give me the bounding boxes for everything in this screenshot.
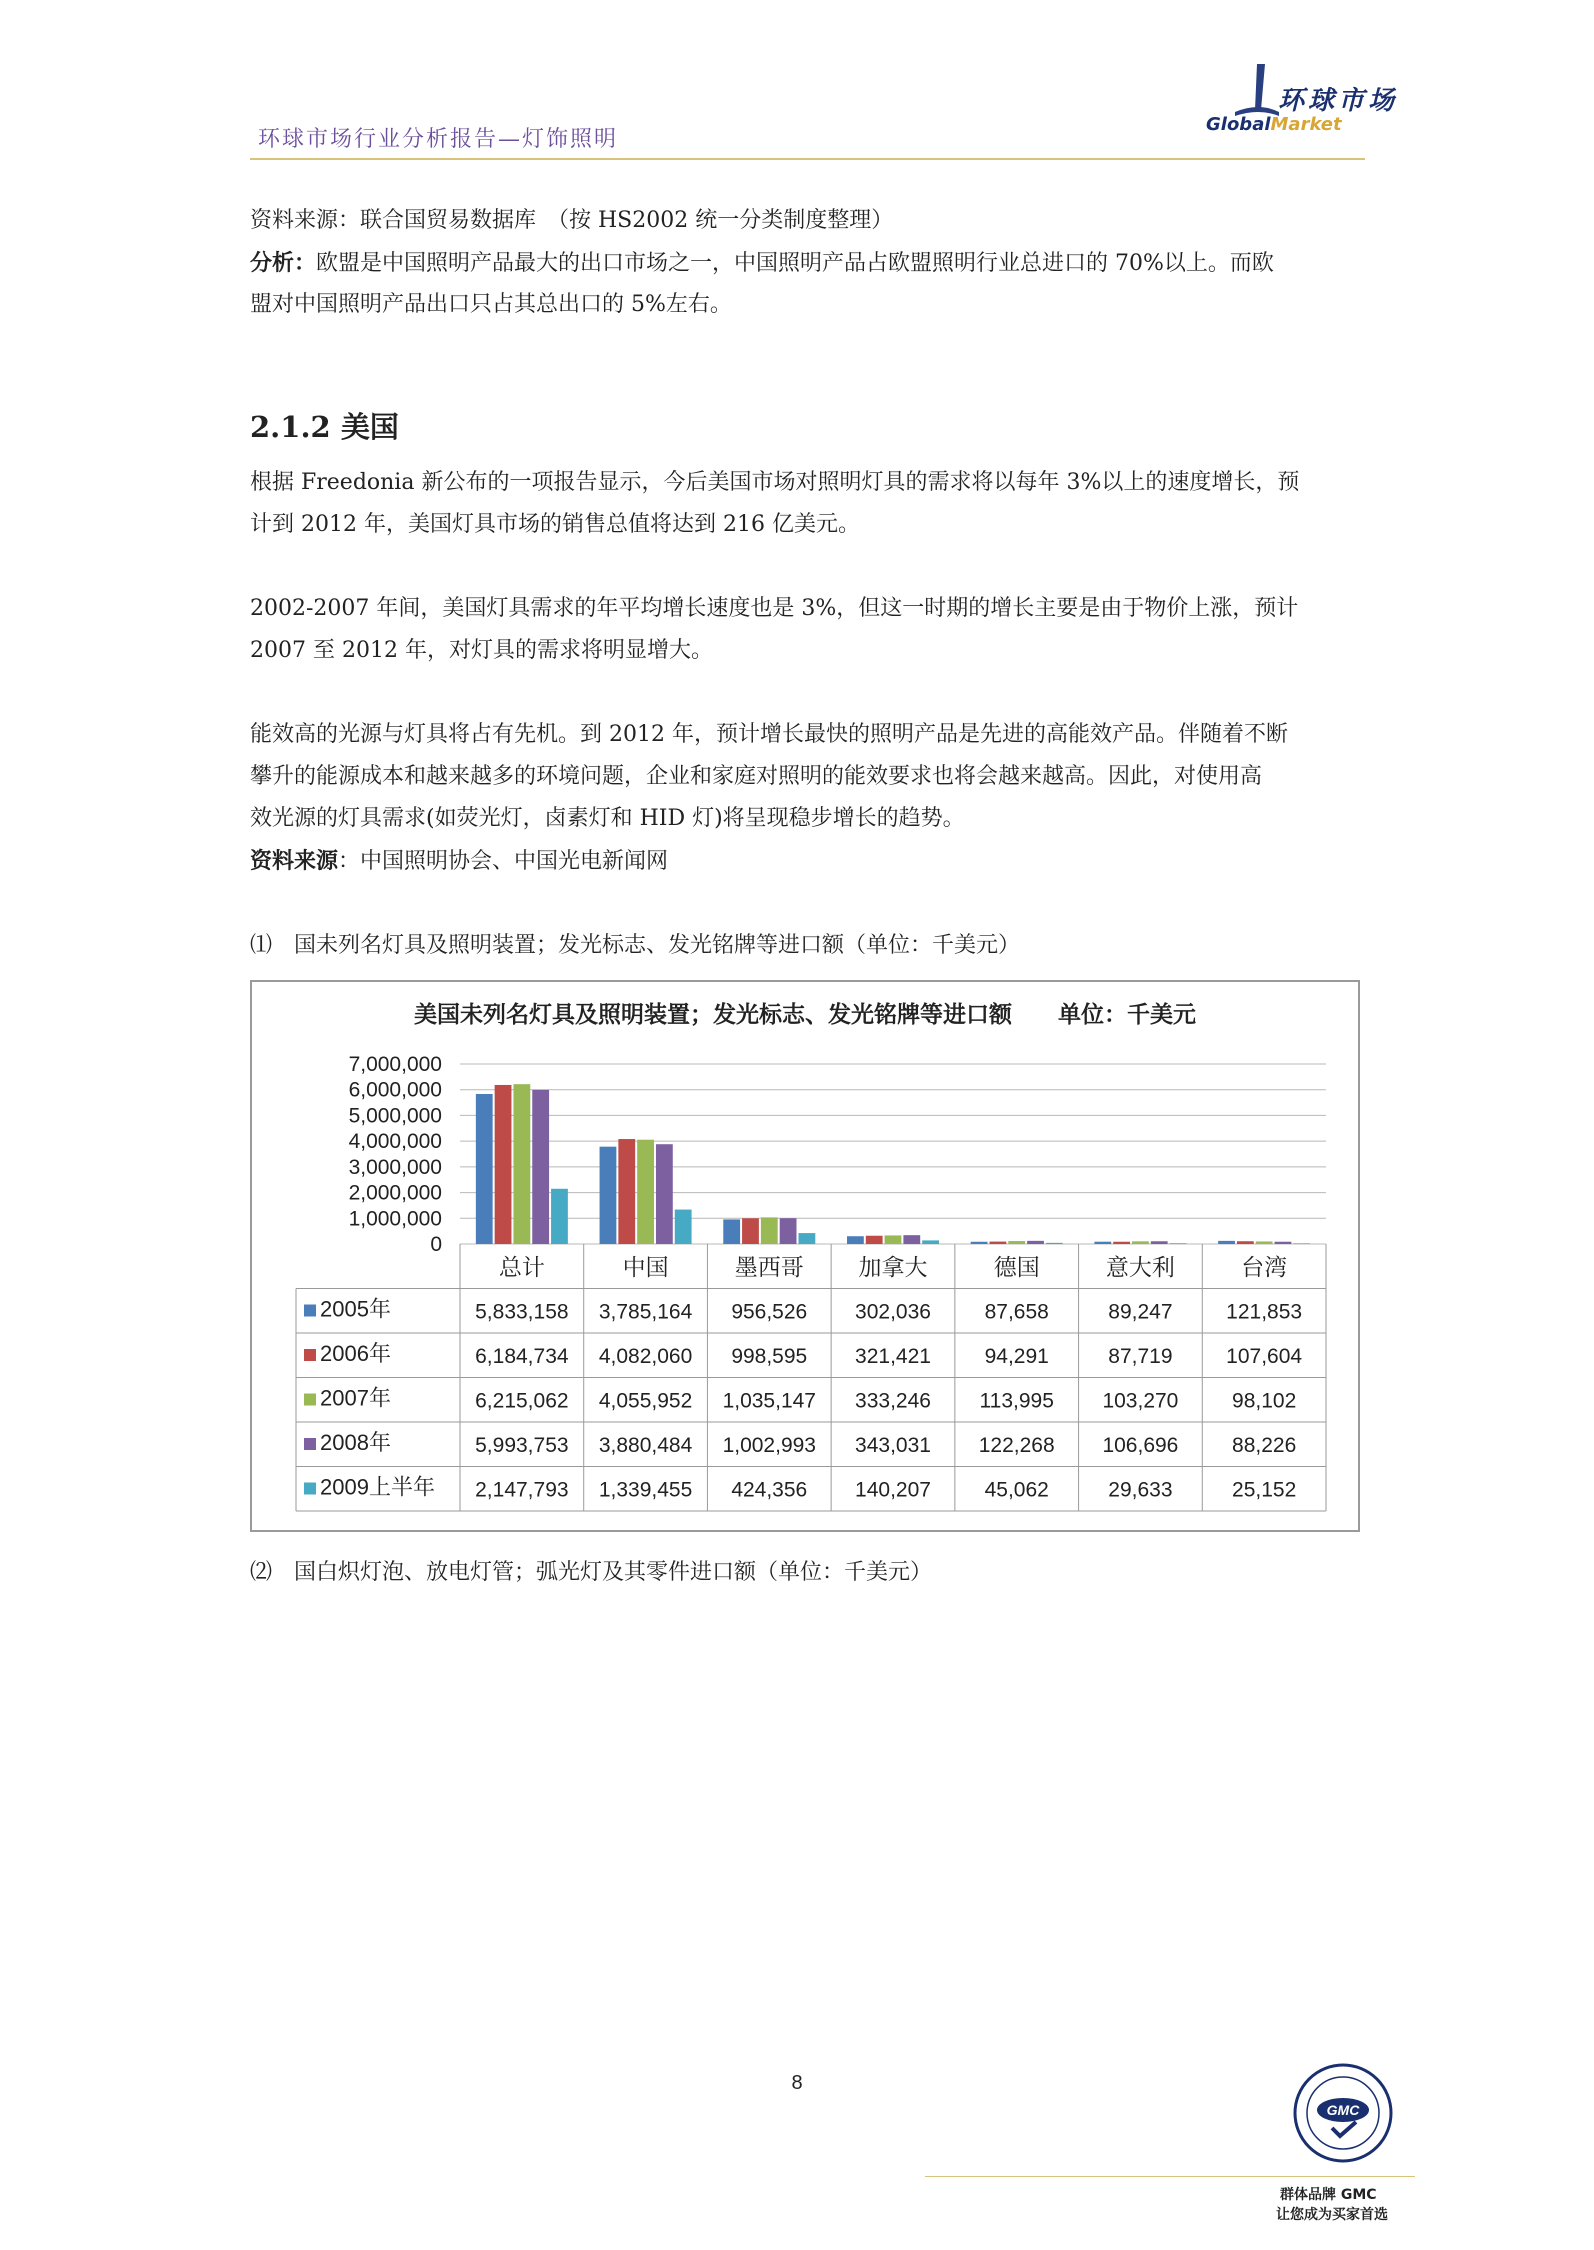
logo-en-global: Global (1206, 114, 1271, 135)
bar (723, 1219, 740, 1244)
data-label: 88,226 (1232, 1434, 1297, 1457)
data-label: 321,421 (855, 1345, 931, 1368)
paragraph-3-line-1: 能效高的光源与灯具将占有先机。到 2012 年，预计增长最快的照明产品是先进的高能效产品。伴随着不断 (250, 722, 1288, 747)
data-label: 6,215,062 (475, 1389, 569, 1413)
bar (1275, 1242, 1292, 1244)
logo-cn-text: 环球市场 (1278, 86, 1399, 116)
bar (1027, 1241, 1044, 1244)
bar (513, 1084, 530, 1244)
bar (1046, 1243, 1063, 1244)
analysis-text-1: 欧盟是中国照明产品最大的出口市场之一，中国照明产品占欧盟照明行业总进口的 70%以上。而欧 (316, 251, 1274, 276)
bar (885, 1235, 902, 1244)
data-label: 998,595 (731, 1345, 808, 1368)
data-label: 2,147,793 (475, 1478, 569, 1502)
data-label: 113,995 (979, 1389, 1054, 1413)
gmc-seal-icon (1292, 2062, 1394, 2164)
logo-en-market: Market (1270, 114, 1342, 135)
paragraph-1-line-2: 计到 2012 年，美国灯具市场的销售总值将达到 216 亿美元。 (250, 512, 860, 537)
data-label: 4,055,952 (598, 1389, 693, 1413)
data-label: 106,696 (1102, 1434, 1179, 1457)
paragraph-1-line-1: 根据 Freedonia 新公布的一项报告显示，今后美国市场对照明灯具的需求将以每年 3%以上的速度增长，预 (250, 470, 1300, 495)
data-label: 94,291 (984, 1345, 1049, 1368)
bar (476, 1094, 493, 1244)
source-line-2 (250, 840, 1360, 883)
bar (1008, 1241, 1025, 1244)
paragraph-3-line-3: 效光源的灯具需求(如荧光灯，卤素灯和 HID 灯)将呈现稳步增长的趋势。 (250, 806, 965, 831)
data-label: 45,062 (984, 1478, 1049, 1502)
y-tick-label: 7,000,000 (348, 1053, 442, 1076)
bar (1237, 1241, 1254, 1244)
footer-tagline-2: 让您成为买家首选 (1276, 2207, 1388, 2223)
data-label: 89,247 (1108, 1300, 1173, 1324)
bar (971, 1242, 988, 1244)
bar (1094, 1242, 1111, 1244)
legend-label: 2005年 (320, 1296, 391, 1322)
bar (1151, 1241, 1168, 1244)
data-label: 3,880,484 (598, 1434, 693, 1457)
bar (866, 1236, 883, 1244)
y-tick-label: 1,000,000 (348, 1207, 442, 1231)
source-2-label: 资料来源 (250, 848, 339, 874)
section-heading: 2.1.2 美国 (250, 410, 399, 444)
bar (656, 1144, 673, 1244)
legend-label: 2008年 (320, 1430, 391, 1455)
data-label: 5,833,158 (475, 1300, 569, 1324)
footer-divider (925, 2176, 1415, 2177)
y-tick-label: 0 (430, 1233, 442, 1256)
data-label: 1,002,993 (722, 1434, 817, 1457)
seal-text: GMC (1326, 2102, 1360, 2118)
y-tick-label: 2,000,000 (348, 1181, 442, 1205)
bar (618, 1139, 635, 1244)
data-label: 1,035,147 (722, 1389, 817, 1413)
y-tick-label: 3,000,000 (348, 1155, 442, 1179)
data-label: 6,184,734 (475, 1345, 569, 1368)
source-line-1: 资料来源：联合国贸易数据库 （按 HS2002 统一分类制度整理） (250, 208, 894, 233)
bar (637, 1140, 654, 1244)
bar (532, 1090, 549, 1244)
y-tick-label: 4,000,000 (348, 1130, 442, 1154)
header-title: 环球市场行业分析报告—灯饰照明 (258, 127, 619, 152)
source-2-text: ：中国照明协会、中国光电新闻网 (338, 849, 669, 874)
analysis-line-1 (250, 242, 1360, 285)
data-label: 25,152 (1232, 1478, 1297, 1502)
bar (761, 1217, 778, 1244)
x-category-label: 总计 (498, 1254, 545, 1280)
bar (847, 1236, 864, 1244)
figure-caption-1 (250, 928, 1020, 959)
x-category-label: 中国 (622, 1254, 669, 1280)
data-label: 333,246 (855, 1389, 931, 1413)
bar (903, 1235, 920, 1244)
bar (1218, 1241, 1235, 1244)
data-label: 302,036 (855, 1300, 931, 1324)
bar (922, 1240, 939, 1244)
legend-swatch (304, 1394, 316, 1406)
data-label: 98,102 (1232, 1389, 1297, 1413)
caption-2-text: 国白炽灯泡、放电灯管；弧光灯及其零件进口额（单位：千美元） (294, 1560, 933, 1585)
y-tick-label: 6,000,000 (348, 1078, 442, 1102)
data-label: 87,658 (984, 1300, 1049, 1324)
logo-en-text (1206, 114, 1342, 135)
chart-svg (252, 982, 1358, 1530)
data-label: 5,993,753 (475, 1434, 569, 1457)
bar (495, 1085, 512, 1244)
bar (742, 1218, 759, 1244)
caption-2-number: ⑵ (250, 1560, 273, 1585)
bar (600, 1147, 617, 1244)
x-category-label: 台湾 (1241, 1254, 1288, 1280)
x-category-label: 德国 (993, 1254, 1040, 1280)
bar (798, 1233, 815, 1244)
x-category-label: 意大利 (1105, 1254, 1175, 1280)
footer-tagline-1: 群体品牌 GMC (1280, 2187, 1377, 2203)
data-label: 4,082,060 (598, 1345, 693, 1368)
bar (675, 1210, 692, 1244)
paragraph-3-line-2: 攀升的能源成本和越来越多的环境问题，企业和家庭对照明的能效要求也将会越来越高。因此，对使用高 (250, 764, 1263, 789)
legend-label: 2007年 (320, 1385, 391, 1411)
data-label: 122,268 (978, 1434, 1055, 1457)
bar (1293, 1243, 1310, 1244)
figure-caption-2 (250, 1555, 932, 1586)
bar (780, 1218, 797, 1244)
bar (1113, 1242, 1130, 1244)
data-label: 343,031 (855, 1434, 931, 1457)
import-chart (250, 980, 1360, 1532)
analysis-label: 分析： (250, 250, 317, 276)
paragraph-2-line-1: 2002-2007 年间，美国灯具需求的年平均增长速度也是 3%，但这一时期的增长主要是由于物价上涨，预计 (250, 596, 1299, 621)
legend-swatch (304, 1438, 316, 1450)
legend-swatch (304, 1305, 316, 1317)
data-label: 956,526 (731, 1300, 808, 1324)
data-label: 29,633 (1108, 1478, 1173, 1502)
bar (990, 1242, 1007, 1244)
data-label: 121,853 (1226, 1300, 1303, 1324)
data-label: 424,356 (731, 1478, 808, 1502)
legend-label: 2009上半年 (320, 1474, 435, 1500)
page-number: 8 (791, 2072, 803, 2094)
paragraph-2-line-2: 2007 至 2012 年，对灯具的需求将明显增大。 (250, 638, 713, 663)
data-label: 107,604 (1226, 1345, 1303, 1368)
bar (1256, 1241, 1273, 1244)
data-label: 3,785,164 (598, 1300, 693, 1324)
x-category-label: 加拿大 (858, 1254, 928, 1280)
caption-1-text: 国未列名灯具及照明装置；发光标志、发光铭牌等进口额（单位：千美元） (294, 933, 1021, 958)
data-label: 140,207 (855, 1478, 931, 1502)
legend-label: 2006年 (320, 1341, 391, 1366)
bar (1132, 1241, 1149, 1244)
legend-swatch (304, 1349, 316, 1361)
y-tick-label: 5,000,000 (348, 1104, 442, 1128)
legend-swatch (304, 1483, 316, 1495)
data-label: 1,339,455 (598, 1478, 693, 1502)
analysis-line-2: 盟对中国照明产品出口只占其总出口的 5%左右。 (250, 292, 732, 317)
header-divider (250, 158, 1365, 160)
caption-1-number: ⑴ (250, 933, 273, 958)
chart-title: 美国未列名灯具及照明装置；发光标志、发光铭牌等进口额 单位：千美元 (414, 1001, 1196, 1028)
data-label: 87,719 (1108, 1345, 1173, 1368)
bar (1170, 1243, 1187, 1244)
x-category-label: 墨西哥 (734, 1254, 804, 1280)
bar (551, 1189, 568, 1244)
data-label: 103,270 (1102, 1389, 1179, 1413)
